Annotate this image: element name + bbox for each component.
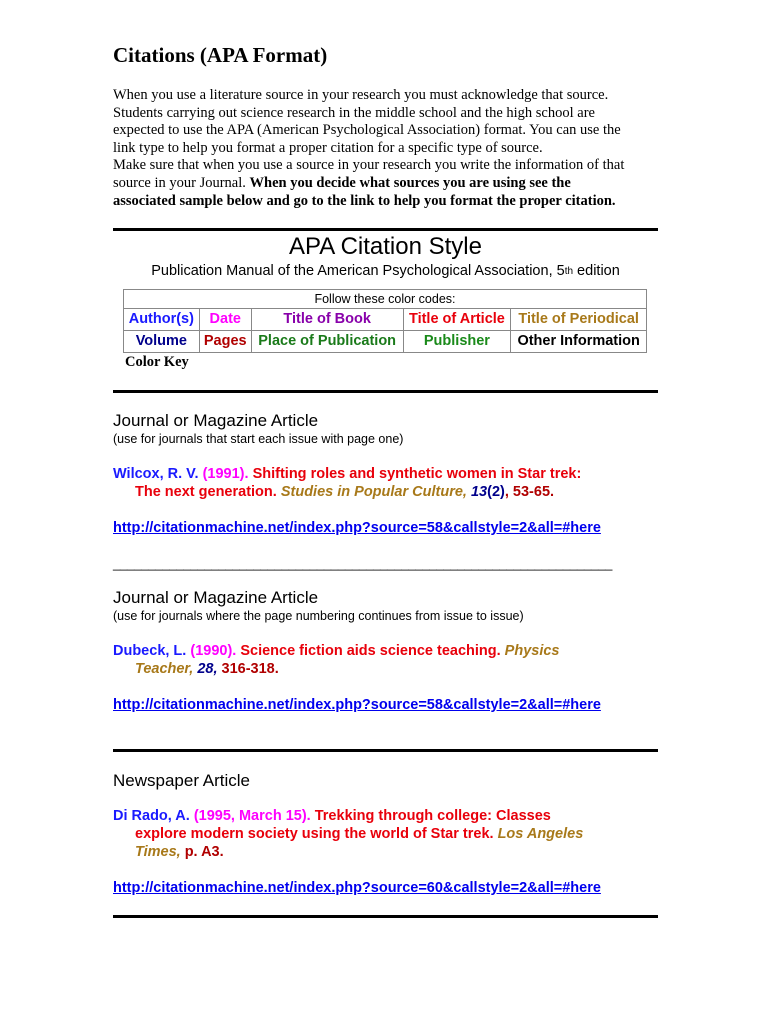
citation-periodical: Studies in Popular Culture, bbox=[280, 484, 471, 501]
citation-pages: , 53-65. bbox=[504, 484, 555, 501]
citation-issue: (2) bbox=[487, 484, 505, 501]
citation-date: (1995, March 15). bbox=[193, 808, 315, 825]
citation-machine-link[interactable]: http://citationmachine.net/index.php?source=58&callstyle=2&all=#here bbox=[113, 697, 601, 714]
color-key-label: Color Key bbox=[125, 354, 189, 371]
intro-text: source in your Journal. bbox=[113, 174, 250, 191]
citation-example bbox=[113, 465, 658, 501]
dashed-divider: _______________________________________________________________________ bbox=[113, 556, 613, 572]
citation-pages: 316-318. bbox=[221, 661, 279, 678]
section-divider bbox=[113, 915, 658, 918]
citation-author: Wilcox, R. V. bbox=[113, 466, 203, 483]
code-pages: Pages bbox=[199, 331, 251, 353]
color-code-table bbox=[123, 289, 647, 353]
code-publisher: Publisher bbox=[403, 331, 511, 353]
section-divider bbox=[113, 749, 658, 752]
citation-title: Trekking through college: Classes bbox=[314, 808, 551, 825]
citation-periodical: Times, bbox=[135, 844, 185, 861]
citation-volume: 13 bbox=[470, 484, 488, 501]
intro-bold-text: When you decide what sources you are using see the bbox=[249, 174, 571, 191]
section-divider bbox=[113, 390, 658, 393]
citation-example bbox=[113, 642, 658, 678]
apa-subtitle bbox=[113, 262, 658, 282]
citation-machine-link[interactable]: http://citationmachine.net/index.php?source=58&callstyle=2&all=#here bbox=[113, 520, 601, 537]
intro-line bbox=[113, 175, 658, 193]
citation-periodical: Physics bbox=[504, 643, 560, 660]
citation-title: Science fiction aids science teaching. bbox=[240, 643, 505, 660]
intro-line: link type to help you format a proper citation for a specific type of source. bbox=[113, 139, 543, 156]
page-title: Citations (APA Format) bbox=[113, 43, 328, 67]
section-note: (use for journals where the page numbering continues from issue to issue) bbox=[113, 609, 524, 624]
apa-subtitle-sup: th bbox=[564, 266, 574, 278]
apa-subtitle-text: Publication Manual of the American Psychological Association, 5 bbox=[151, 263, 565, 280]
citation-volume: 28, bbox=[197, 661, 222, 678]
citation-section bbox=[113, 411, 658, 537]
intro-line: Students carrying out science research in the middle school and the high school are bbox=[113, 104, 595, 121]
code-volume: Volume bbox=[124, 331, 200, 353]
intro-paragraph bbox=[113, 87, 658, 210]
intro-bold-text: associated sample below and go to the link to help you format the proper citation. bbox=[113, 192, 616, 209]
code-author: Author(s) bbox=[124, 309, 200, 331]
section-heading: Journal or Magazine Article bbox=[113, 411, 319, 431]
code-title-of-article: Title of Article bbox=[403, 309, 511, 331]
apa-subtitle-edition: edition bbox=[573, 263, 620, 280]
color-code-caption: Follow these color codes: bbox=[124, 290, 647, 309]
section-heading: Newspaper Article bbox=[113, 771, 251, 791]
section-divider bbox=[113, 228, 658, 231]
citation-title: explore modern society using the world of Star trek. bbox=[135, 826, 498, 843]
citation-machine-link[interactable]: http://citationmachine.net/index.php?source=60&callstyle=2&all=#here bbox=[113, 880, 601, 897]
citation-periodical: Los Angeles bbox=[497, 826, 584, 843]
intro-line: expected to use the APA (American Psychological Association) format. You can use the bbox=[113, 122, 621, 139]
code-date: Date bbox=[199, 309, 251, 331]
section-heading: Journal or Magazine Article bbox=[113, 588, 319, 608]
citation-pages: p. A3. bbox=[184, 844, 224, 861]
code-title-of-periodical: Title of Periodical bbox=[511, 309, 647, 331]
code-place-of-publication: Place of Publication bbox=[251, 331, 403, 353]
citation-title: Shifting roles and synthetic women in Star trek: bbox=[252, 466, 582, 483]
citation-title: The next generation. bbox=[135, 484, 281, 501]
citation-periodical: Teacher, bbox=[135, 661, 198, 678]
citation-author: Dubeck, L. bbox=[113, 643, 191, 660]
code-other-information: Other Information bbox=[511, 331, 647, 353]
intro-line bbox=[113, 193, 658, 211]
code-title-of-book: Title of Book bbox=[251, 309, 403, 331]
document-page bbox=[113, 40, 658, 918]
citation-date: (1991). bbox=[202, 466, 253, 483]
apa-heading: APA Citation Style bbox=[289, 233, 482, 261]
intro-line: Make sure that when you use a source in your research you write the information of that bbox=[113, 157, 625, 174]
citation-date: (1990). bbox=[190, 643, 241, 660]
citation-section bbox=[113, 588, 658, 714]
citation-section bbox=[113, 771, 658, 897]
citation-example bbox=[113, 807, 658, 861]
citation-author: Di Rado, A. bbox=[113, 808, 194, 825]
intro-line: When you use a literature source in your research you must acknowledge that source. bbox=[113, 87, 609, 103]
section-note: (use for journals that start each issue with page one) bbox=[113, 432, 404, 447]
